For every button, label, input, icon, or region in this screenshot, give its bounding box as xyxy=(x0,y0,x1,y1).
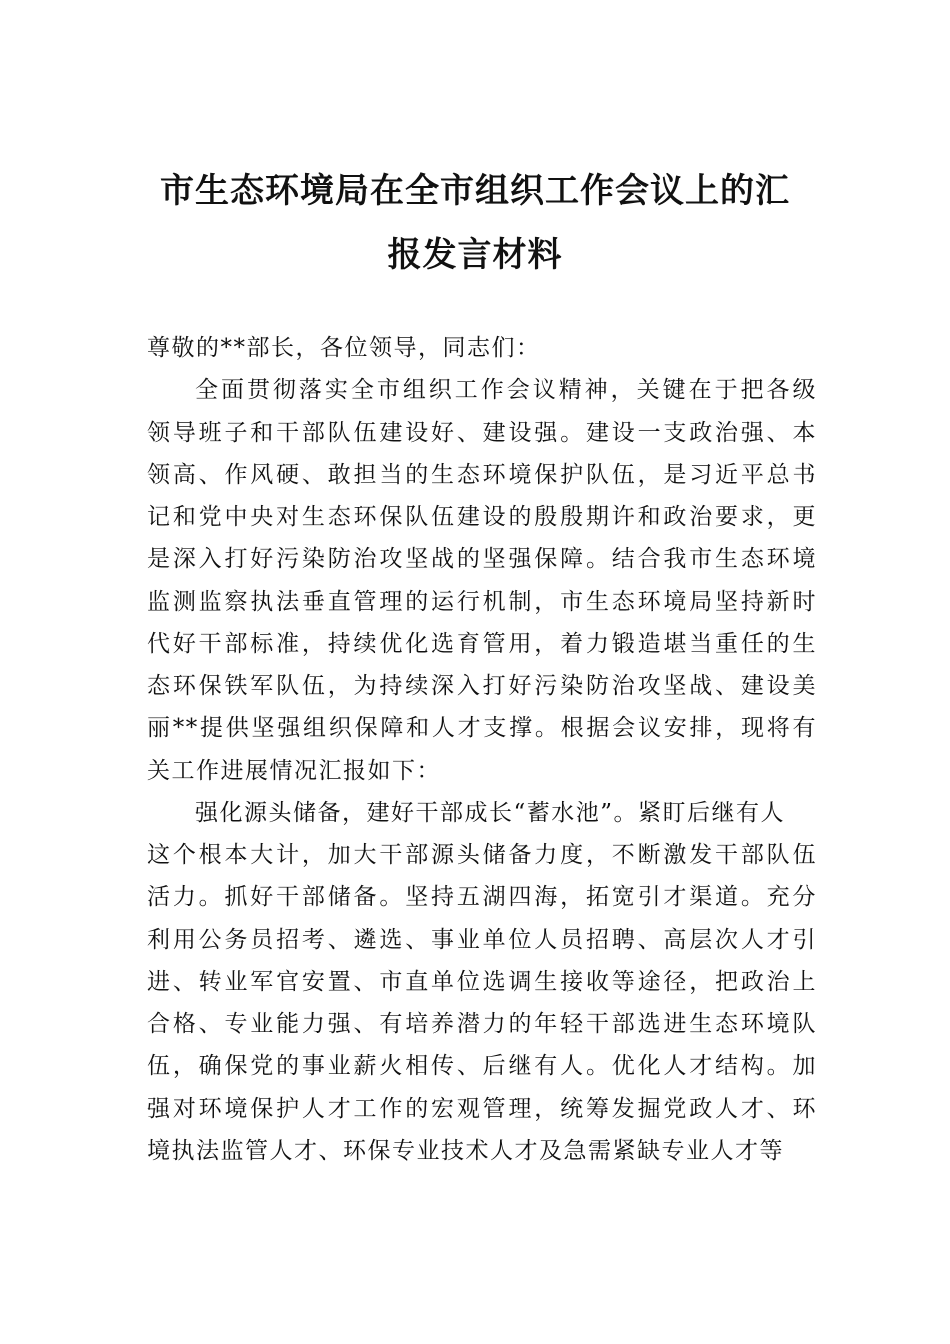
paragraph-line: 强化源头储备，建好干部成长“蓄水池”。紧盯后继有人 xyxy=(195,800,786,826)
paragraph-line: 进、转业军官安置、市直单位选调生接收等途径，把政治上 xyxy=(147,969,817,995)
paragraph-line: 活力。抓好干部储备。坚持五湖四海，拓宽引才渠道。充分 xyxy=(147,884,817,910)
paragraph-line: 代好干部标准，持续优化选育管用，着力锻造堪当重任的生 xyxy=(147,631,817,657)
paragraph-line: 态环保铁军队伍，为持续深入打好污染防治攻坚战、建设美 xyxy=(147,673,817,699)
salutation: 尊敬的**部长，各位领导，同志们： xyxy=(147,335,541,361)
paragraph-line: 强对环境保护人才工作的宏观管理，统筹发掘党政人才、环 xyxy=(147,1096,817,1122)
document-title-line-2: 报发言材料 xyxy=(387,235,563,275)
paragraph-line: 境执法监管人才、环保专业技术人才及急需紧缺专业人才等 xyxy=(147,1138,784,1164)
paragraph-line: 监测监察执法垂直管理的运行机制，市生态环境局坚持新时 xyxy=(147,589,817,615)
paragraph-line: 是深入打好污染防治攻坚战的坚强保障。结合我市生态环境 xyxy=(147,546,817,572)
document-title-line-1: 市生态环境局在全市组织工作会议上的汇 xyxy=(160,171,790,211)
paragraph-line: 这个根本大计，加大干部源头储备力度，不断激发干部队伍 xyxy=(147,842,817,868)
paragraph-line: 领导班子和干部队伍建设好、建设强。建设一支政治强、本 xyxy=(147,420,817,446)
paragraph-line: 伍，确保党的事业薪火相传、后继有人。优化人才结构。加 xyxy=(147,1053,817,1079)
paragraph-line: 合格、专业能力强、有培养潜力的年轻干部选进生态环境队 xyxy=(147,1011,817,1037)
paragraph-line: 记和党中央对生态环保队伍建设的殷殷期许和政治要求，更 xyxy=(147,504,817,530)
paragraph-line: 丽**提供坚强组织保障和人才支撑。根据会议安排，现将有 xyxy=(147,715,817,741)
paragraph-line: 全面贯彻落实全市组织工作会议精神，关键在于把各级 xyxy=(195,377,817,403)
paragraph-line: 利用公务员招考、遴选、事业单位人员招聘、高层次人才引 xyxy=(147,927,817,953)
paragraph-line: 领高、作风硬、敢担当的生态环境保护队伍，是习近平总书 xyxy=(147,462,817,488)
paragraph-line: 关工作进展情况汇报如下： xyxy=(147,758,441,784)
